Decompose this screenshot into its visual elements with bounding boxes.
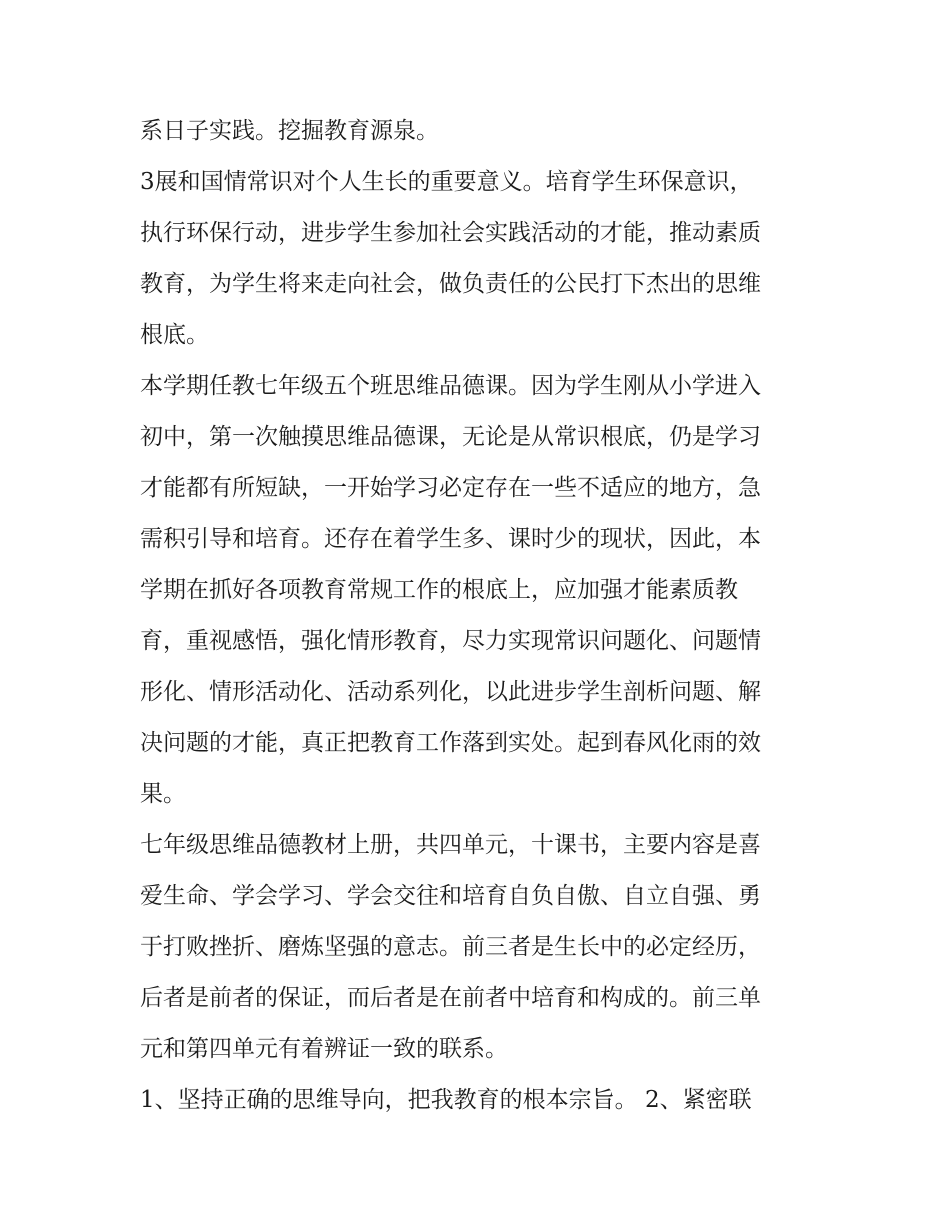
text-line: 决问题的才能，真正把教育工作落到实处。起到春风化雨的效 <box>140 730 761 756</box>
text-line: 需积引导和培育。还存在着学生多、课时少的现状，因此，本 <box>140 526 761 552</box>
text-line: 果。 <box>140 781 186 807</box>
text-line: 学期在抓好各项教育常规工作的根底上，应加强才能素质教 <box>140 577 738 603</box>
text-line: 系日子实践。挖掘教育源泉。 <box>140 118 439 144</box>
text-line: 教育，为学生将来走向社会，做负责任的公民打下杰出的思维 <box>140 271 761 297</box>
text-line: 初中，第一次触摸思维品德课，无论是从常识根底，仍是学习 <box>140 424 761 450</box>
text-line: 执行环保行动，进步学生参加社会实践活动的才能，推动素质 <box>140 220 761 246</box>
text-line: 形化、情形活动化、活动系列化，以此进步学生剖析问题、解 <box>140 679 761 705</box>
text-line: 3展和国情常识对个人生长的重要意义。培育学生环保意识， <box>140 169 753 195</box>
text-line: 本学期任教七年级五个班思维品德课。因为学生刚从小学进入 <box>140 373 761 399</box>
text-line: 才能都有所短缺，一开始学习必定存在一些不适应的地方，急 <box>140 475 761 501</box>
text-line: 根底。 <box>140 322 209 348</box>
document-body <box>140 106 820 1126</box>
text-line: 爱生命、学会学习、学会交往和培育自负自傲、自立自强、勇 <box>140 883 761 909</box>
text-line: 七年级思维品德教材上册，共四单元，十课书，主要内容是喜 <box>140 832 761 858</box>
text-line: 1、坚持正确的思维导向，把我教育的根本宗旨。 2、紧密联 <box>140 1087 752 1113</box>
text-line: 元和第四单元有着辨证一致的联系。 <box>140 1036 508 1062</box>
text-line: 于打败挫折、磨炼坚强的意志。前三者是生长中的必定经历， <box>140 934 761 960</box>
text-line: 育，重视感悟，强化情形教育，尽力实现常识问题化、问题情 <box>140 628 761 654</box>
text-line: 后者是前者的保证，而后者是在前者中培育和构成的。前三单 <box>140 985 761 1011</box>
